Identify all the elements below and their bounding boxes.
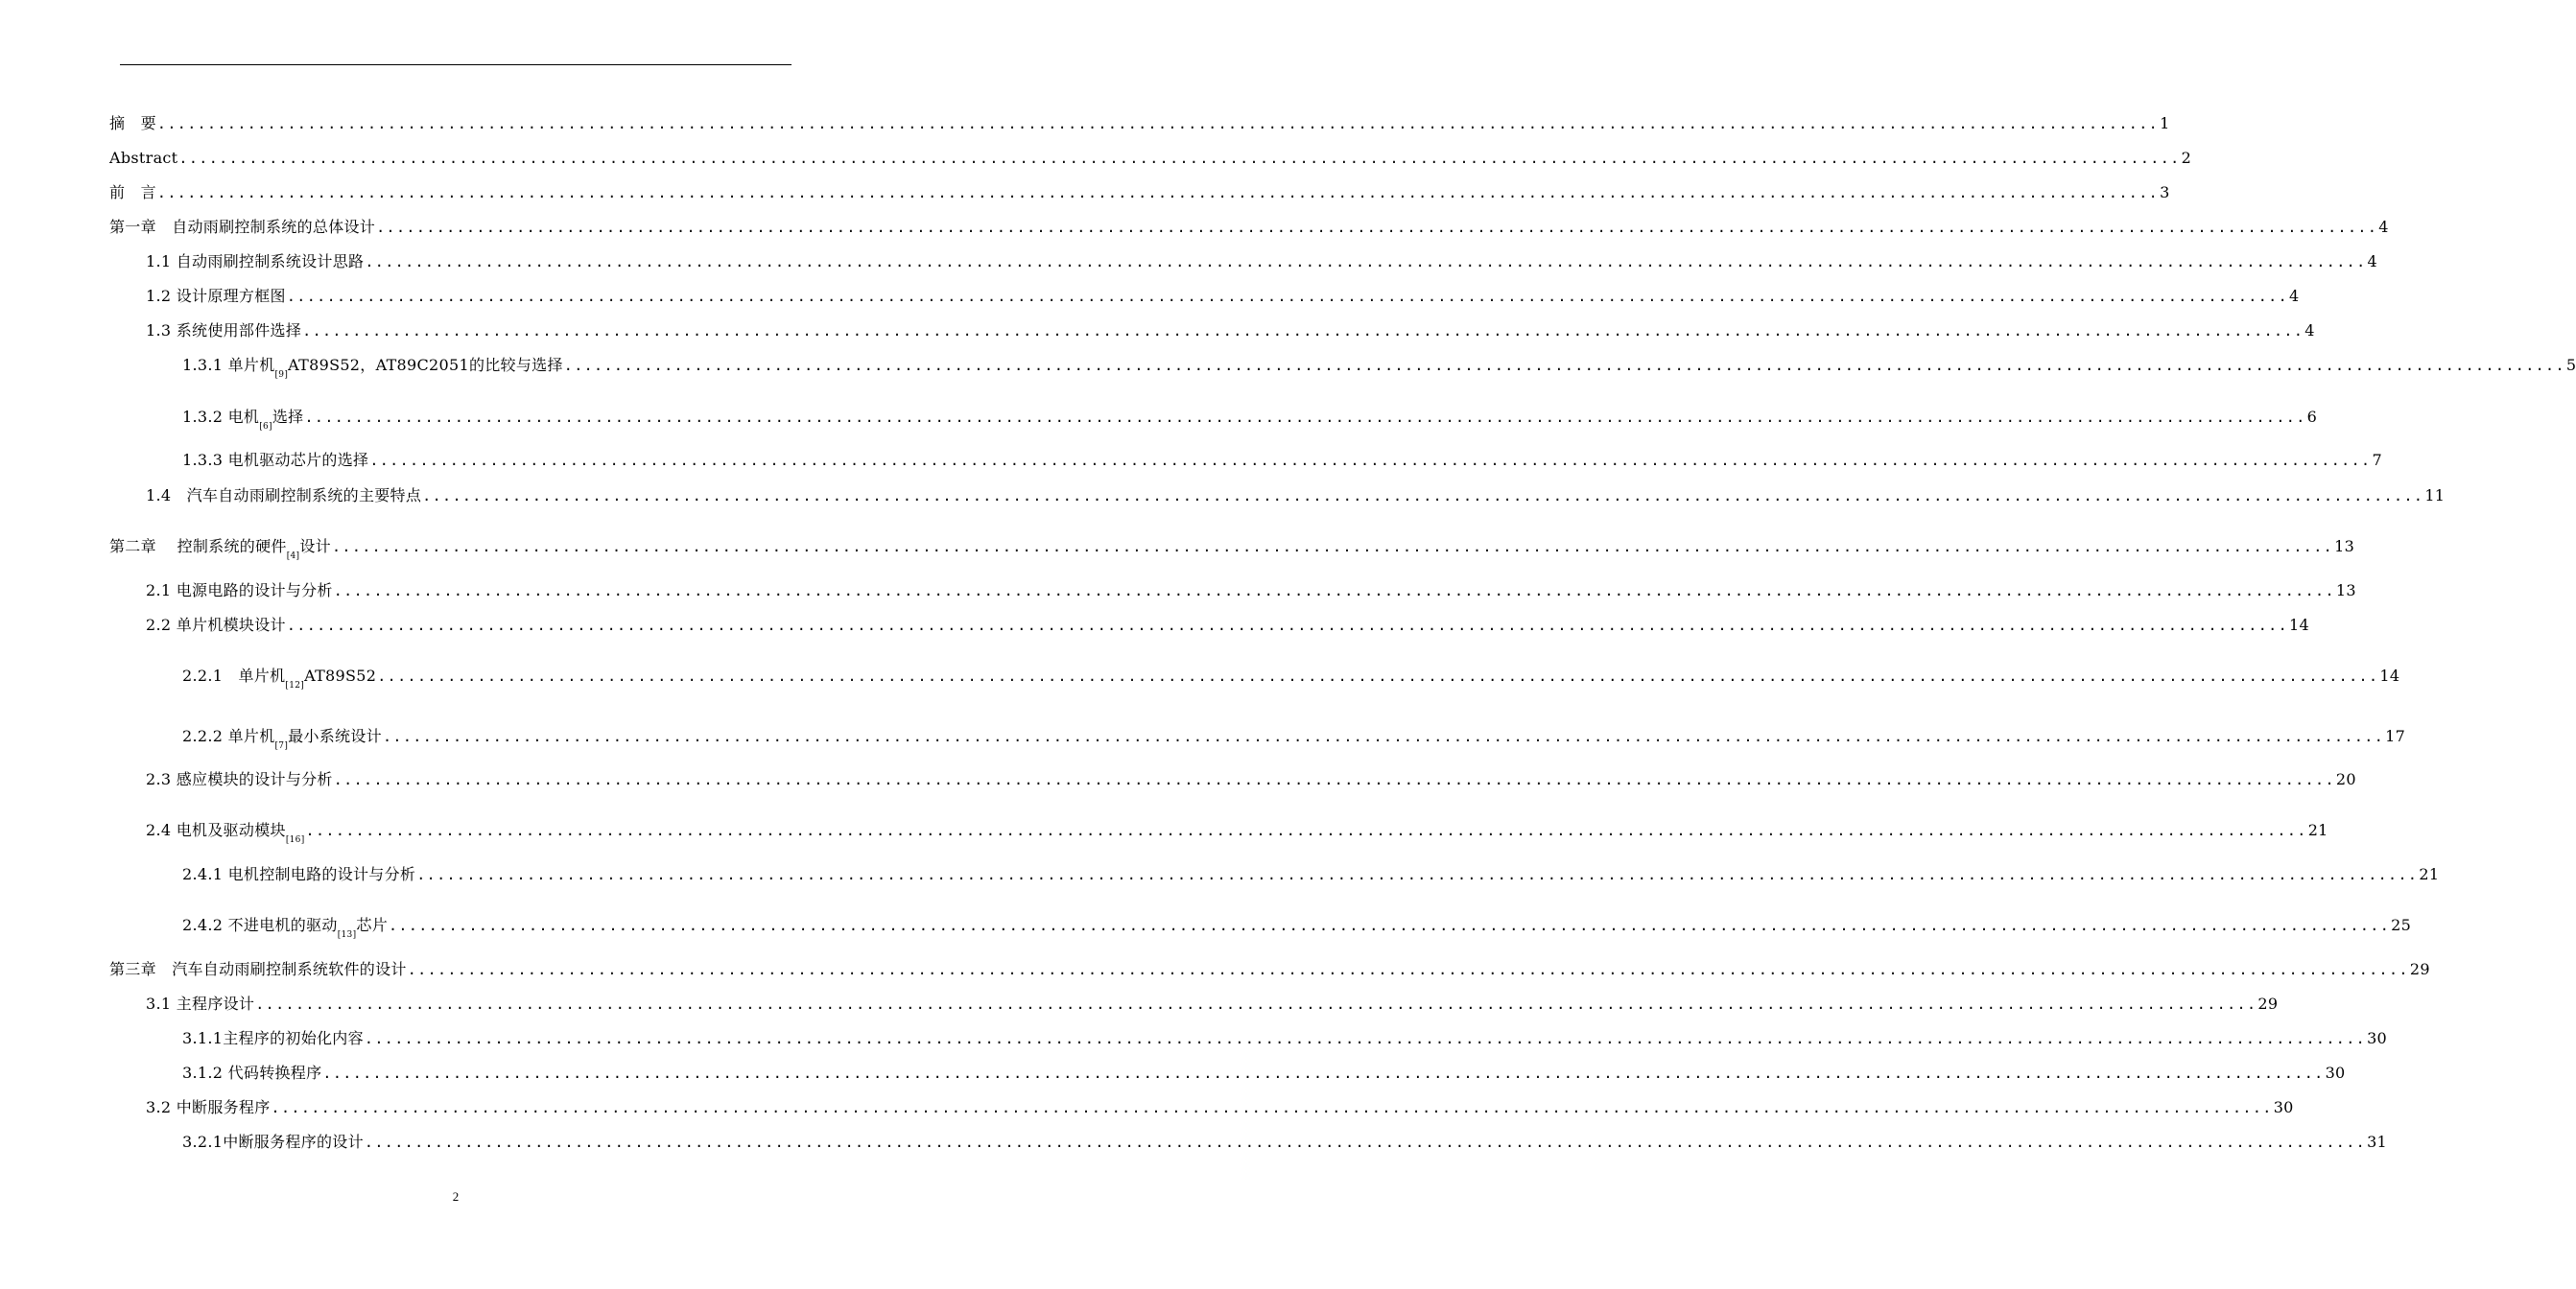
toc-page-number: 31 bbox=[2367, 1133, 2388, 1151]
toc-entry-3-1[interactable] bbox=[146, 991, 2279, 1014]
dot-leader: ........................................................................................................................................................................................................ bbox=[407, 961, 2409, 978]
page-number: 2 bbox=[452, 1189, 460, 1204]
toc-title: 1.3.1 单片机 bbox=[182, 356, 275, 374]
toc-page-number: 4 bbox=[2289, 287, 2300, 305]
dot-leader: ........................................................................................................................................................................................................ bbox=[376, 219, 2378, 236]
dot-leader: ........................................................................................................................................................................................................ bbox=[255, 996, 2257, 1013]
toc-page-number: 14 bbox=[2289, 616, 2309, 634]
toc-title: 第二章 控制系统的硬件 bbox=[109, 537, 287, 555]
toc-entry-1-3-2[interactable]: 1.3.2 电机 [6] 选择 ........................................................................................................................................................................................................ 6 bbox=[182, 408, 2318, 432]
toc-entry-1-2[interactable] bbox=[146, 283, 2300, 306]
toc-title: 2.4 电机及驱动模块 bbox=[146, 821, 286, 839]
toc-entry-3-2[interactable] bbox=[146, 1094, 2294, 1117]
toc-entry-2-2-2[interactable]: 2.2.2 单片机 [7] 最小系统设计 ........................................................................................................................................................................................................ 17 bbox=[182, 727, 2406, 751]
dot-leader: ........................................................................................................................................................................................................ bbox=[331, 538, 2334, 555]
dot-leader: ........................................................................................................................................................................................................ bbox=[364, 1134, 2367, 1151]
toc-entry-3-1-2[interactable] bbox=[182, 1060, 2346, 1083]
dot-leader: ........................................................................................................................................................................................................ bbox=[389, 917, 2391, 934]
toc-page-number: 25 bbox=[2391, 916, 2412, 934]
toc-page-number: 5 bbox=[2565, 356, 2576, 374]
toc-entry-1-1[interactable] bbox=[146, 248, 2377, 271]
dot-leader: ........................................................................................................................................................................................................ bbox=[365, 253, 2367, 270]
toc-title-continued: AT89S52 bbox=[304, 667, 377, 685]
toc-title: 3.2.1中断服务程序的设计 bbox=[182, 1133, 364, 1151]
toc-entry-chapter-2[interactable]: 第二章 控制系统的硬件 [4] 设计 ........................................................................................................................................................................................................ 13 bbox=[109, 537, 2355, 561]
toc-title: 2.2.2 单片机 bbox=[182, 727, 275, 745]
toc-entry-2-2[interactable] bbox=[146, 612, 2309, 635]
dot-leader: ........................................................................................................................................................................................................ bbox=[377, 668, 2379, 685]
toc-entry-2-2-1[interactable]: 2.2.1 单片机 [12] AT89S52 ........................................................................................................................................................................................................ 14 bbox=[182, 667, 2400, 691]
toc-title-continued: 选择 bbox=[272, 408, 304, 426]
dot-leader: ........................................................................................................................................................................................................ bbox=[416, 866, 2419, 883]
toc-entry-1-4[interactable] bbox=[146, 482, 2446, 505]
toc-page-number: 11 bbox=[2424, 486, 2446, 504]
toc-page-number: 17 bbox=[2385, 727, 2406, 745]
dot-leader: ........................................................................................................................................................................................................ bbox=[382, 728, 2385, 745]
dot-leader: ........................................................................................................................................................................................................ bbox=[333, 771, 2335, 788]
toc-title: 1.1 自动雨刷控制系统设计思路 bbox=[146, 252, 365, 270]
toc-page-number: 21 bbox=[2419, 865, 2440, 883]
toc-entry-abstract-cn[interactable] bbox=[109, 110, 2170, 133]
toc-page-number: 6 bbox=[2306, 408, 2318, 426]
toc-entry-2-3[interactable] bbox=[146, 766, 2356, 789]
dot-leader: ........................................................................................................................................................................................................ bbox=[286, 617, 2288, 634]
toc-page-number: 4 bbox=[2367, 252, 2377, 270]
toc-entry-chapter-1[interactable] bbox=[109, 214, 2389, 237]
toc-page-number: 13 bbox=[2334, 537, 2355, 555]
toc-entry-1-3-3[interactable] bbox=[182, 447, 2382, 470]
toc-page-number: 4 bbox=[2304, 321, 2315, 340]
toc-page-number: 30 bbox=[2367, 1029, 2388, 1047]
toc-page-number: 7 bbox=[2372, 451, 2382, 469]
dot-leader: ........................................................................................................................................................................................................ bbox=[369, 452, 2372, 469]
toc-entry-preface[interactable] bbox=[109, 179, 2170, 202]
toc-page-number: 4 bbox=[2378, 218, 2389, 236]
toc-page-number: 14 bbox=[2379, 667, 2400, 685]
toc-title-continued: 最小系统设计 bbox=[288, 727, 382, 745]
toc-entry-1-3[interactable] bbox=[146, 317, 2315, 340]
toc-title: 2.2 单片机模块设计 bbox=[146, 616, 286, 634]
toc-title-continued: 设计 bbox=[299, 537, 331, 555]
toc-title: 3.1.2 代码转换程序 bbox=[182, 1064, 322, 1082]
toc-title: 第三章 汽车自动雨刷控制系统软件的设计 bbox=[109, 960, 407, 978]
toc-title: 2.3 感应模块的设计与分析 bbox=[146, 770, 333, 788]
toc-title: 摘 要 bbox=[109, 114, 156, 132]
dot-leader: ........................................................................................................................................................................................................ bbox=[271, 1099, 2273, 1116]
dot-leader: ........................................................................................................................................................................................................ bbox=[304, 409, 2306, 426]
dot-leader: ........................................................................................................................................................................................................ bbox=[563, 357, 2565, 374]
toc-entry-2-4[interactable]: 2.4 电机及驱动模块 [16] ........................................................................................................................................................................................................ 21 bbox=[146, 821, 2328, 845]
toc-page-number: 1 bbox=[2160, 114, 2170, 132]
toc-page-number: 29 bbox=[2409, 960, 2430, 978]
toc-page-number: 3 bbox=[2160, 183, 2170, 201]
toc-page-number: 30 bbox=[2273, 1098, 2294, 1116]
toc-title: 前 言 bbox=[109, 183, 156, 201]
dot-leader: ........................................................................................................................................................................................................ bbox=[364, 1030, 2367, 1047]
toc-title-continued: 芯片 bbox=[356, 916, 388, 934]
toc-page-number: 30 bbox=[2325, 1064, 2346, 1082]
toc-page-number: 21 bbox=[2307, 821, 2328, 839]
toc-title: 2.4.2 不进电机的驱动 bbox=[182, 916, 338, 934]
toc-page-number: 20 bbox=[2335, 770, 2356, 788]
toc-title: 3.1.1主程序的初始化内容 bbox=[182, 1029, 364, 1047]
dot-leader: ........................................................................................................................................................................................................ bbox=[156, 184, 2160, 201]
dot-leader: ........................................................................................................................................................................................................ bbox=[305, 822, 2307, 839]
toc-entry-2-4-2[interactable]: 2.4.2 不进电机的驱动 [13] 芯片 ........................................................................................................................................................................................................ 25 bbox=[182, 916, 2412, 940]
toc-page-number: 29 bbox=[2257, 995, 2279, 1013]
toc-title: 1.4 汽车自动雨刷控制系统的主要特点 bbox=[146, 486, 422, 504]
toc-entry-abstract-en[interactable] bbox=[109, 145, 2192, 168]
toc-title: Abstract bbox=[109, 149, 178, 167]
dot-leader: ........................................................................................................................................................................................................ bbox=[422, 487, 2424, 504]
toc-page-number: 2 bbox=[2181, 149, 2192, 167]
dot-leader: ........................................................................................................................................................................................................ bbox=[156, 115, 2160, 132]
dot-leader: ........................................................................................................................................................................................................ bbox=[286, 288, 2288, 305]
toc-title: 1.3.3 电机驱动芯片的选择 bbox=[182, 451, 369, 469]
toc-entry-3-2-1[interactable] bbox=[182, 1129, 2388, 1152]
dot-leader: ........................................................................................................................................................................................................ bbox=[322, 1065, 2325, 1082]
toc-entry-chapter-3[interactable] bbox=[109, 956, 2430, 979]
toc-title: 1.2 设计原理方框图 bbox=[146, 287, 286, 305]
toc-page-number: 13 bbox=[2335, 581, 2356, 599]
toc-entry-2-1[interactable] bbox=[146, 577, 2356, 600]
toc-title: 3.2 中断服务程序 bbox=[146, 1098, 271, 1116]
toc-entry-1-3-1[interactable]: 1.3.1 单片机 [9] AT89S52，AT89C2051的比较与选择 ........................................................................................................................................................................................................ 5 bbox=[182, 356, 2576, 380]
toc-title: 第一章 自动雨刷控制系统的总体设计 bbox=[109, 218, 376, 236]
toc-entry-3-1-1[interactable] bbox=[182, 1025, 2388, 1048]
toc-title-continued: AT89S52，AT89C2051的比较与选择 bbox=[288, 356, 563, 374]
dot-leader: ........................................................................................................................................................................................................ bbox=[333, 582, 2335, 599]
toc-title: 2.4.1 电机控制电路的设计与分析 bbox=[182, 865, 416, 883]
toc-title: 3.1 主程序设计 bbox=[146, 995, 255, 1013]
toc-title: 1.3.2 电机 bbox=[182, 408, 260, 426]
toc-entry-2-4-1[interactable] bbox=[182, 861, 2440, 884]
dot-leader: ........................................................................................................................................................................................................ bbox=[302, 322, 2304, 340]
dot-leader: ........................................................................................................................................................................................................ bbox=[178, 150, 2181, 167]
toc-title: 2.2.1 单片机 bbox=[182, 667, 286, 685]
toc-title: 2.1 电源电路的设计与分析 bbox=[146, 581, 333, 599]
toc-title: 1.3 系统使用部件选择 bbox=[146, 321, 302, 340]
